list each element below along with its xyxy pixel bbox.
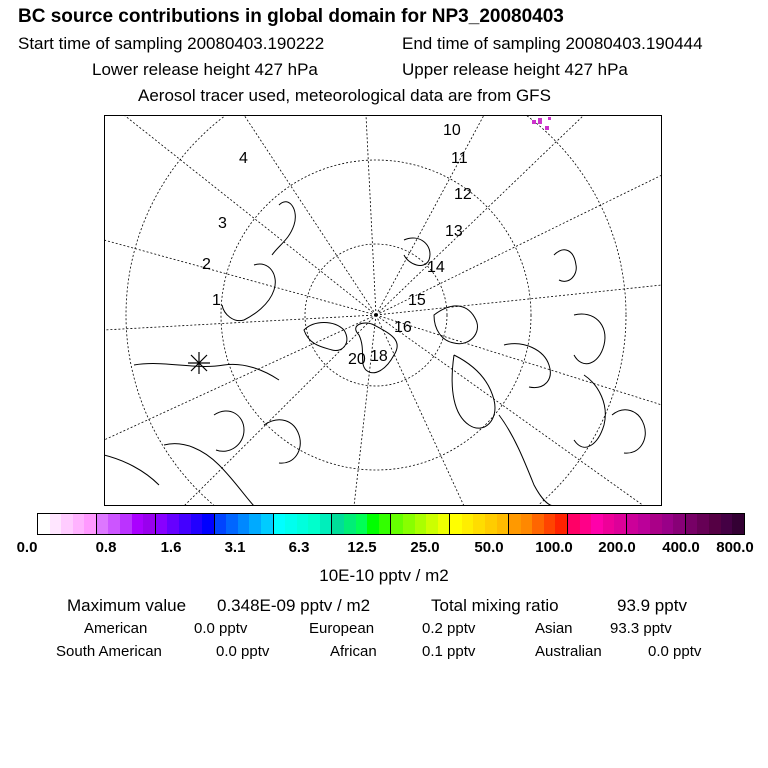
upper-release-height-label: Upper release height 427 hPa: [402, 60, 628, 79]
traj-label-15: 15: [408, 292, 426, 309]
colorbar-segment: [143, 514, 156, 534]
colorbar-segment: [308, 514, 320, 534]
source-name-european: European: [309, 620, 375, 637]
map-frame: [105, 116, 662, 506]
colorbar-segment: [379, 514, 392, 534]
colorbar-tick-label: 12.5: [347, 539, 377, 556]
colorbar-segment: [332, 514, 344, 534]
color-scale-bar: [37, 513, 745, 535]
colorbar-segment: [544, 514, 556, 534]
colorbar-segment: [97, 514, 109, 534]
colorbar-segment: [167, 514, 179, 534]
colorbar-tick-label: 800.0: [716, 539, 754, 556]
colorbar-segment: [367, 514, 379, 534]
colorbar-segment: [285, 514, 297, 534]
source-value-south-american: 0.0 pptv: [216, 643, 270, 660]
source-value-european: 0.2 pptv: [422, 620, 476, 637]
total-mixing-ratio-value: 93.9 pptv: [617, 596, 687, 615]
colorbar-segment: [450, 514, 462, 534]
traj-label-2: 2: [202, 256, 211, 273]
source-value-australian: 0.0 pptv: [648, 643, 702, 660]
colorbar-segment: [509, 514, 521, 534]
colorbar-segment: [532, 514, 544, 534]
colorbar-tick-label: 0.0: [16, 539, 38, 556]
source-name-south-american: South American: [56, 643, 162, 660]
colorbar-segment: [297, 514, 309, 534]
colorbar-segment: [721, 514, 733, 534]
colorbar-segment: [580, 514, 592, 534]
colorbar-segment: [673, 514, 686, 534]
colorbar-segment: [391, 514, 403, 534]
total-mixing-ratio-label: Total mixing ratio: [431, 596, 559, 615]
colorbar-segment: [555, 514, 568, 534]
colorbar-segment: [274, 514, 286, 534]
traj-label-14: 14: [427, 259, 445, 276]
traj-label-1: 1: [212, 292, 221, 309]
polar-stereographic-map: [104, 115, 662, 506]
colorbar-tick-label: 6.3: [288, 539, 310, 556]
colorbar-segment: [686, 514, 698, 534]
colorbar-segment: [438, 514, 451, 534]
colorbar-segment: [191, 514, 203, 534]
colorbar-segment: [249, 514, 261, 534]
release-point-marker: [188, 352, 210, 374]
colorbar-segment: [603, 514, 615, 534]
colorbar-segment: [108, 514, 120, 534]
colorbar-units-label: 10E-10 pptv / m2: [319, 566, 449, 585]
traj-label-16: 16: [394, 319, 412, 336]
colorbar-segment: [50, 514, 62, 534]
colorbar-segment: [179, 514, 191, 534]
traj-label-11: 11: [451, 150, 468, 167]
colorbar-segment: [462, 514, 474, 534]
colorbar-segment: [84, 514, 97, 534]
colorbar-segment: [415, 514, 427, 534]
colorbar-segment: [732, 514, 744, 534]
source-name-african: African: [330, 643, 377, 660]
traj-label-18: 18: [370, 348, 388, 365]
colorbar-segment: [426, 514, 438, 534]
colorbar-segment: [568, 514, 580, 534]
colorbar-segment: [320, 514, 333, 534]
colorbar-segment: [61, 514, 73, 534]
colorbar-segment: [591, 514, 603, 534]
colorbar-segment: [521, 514, 533, 534]
colorbar-segment: [356, 514, 368, 534]
colorbar-segment: [73, 514, 85, 534]
colorbar-segment: [238, 514, 250, 534]
colorbar-segment: [156, 514, 168, 534]
colorbar-tick-label: 1.6: [160, 539, 182, 556]
colorbar-tick-label: 400.0: [662, 539, 700, 556]
max-value: 0.348E-09 pptv / m2: [217, 596, 371, 615]
colorbar-segment: [120, 514, 132, 534]
colorbar-segment: [662, 514, 674, 534]
colorbar-tick-label: 25.0: [410, 539, 440, 556]
aerosol-note-label: Aerosol tracer used, meteorological data are from GFS: [138, 86, 551, 105]
source-value-african: 0.1 pptv: [422, 643, 476, 660]
colorbar-segment: [403, 514, 415, 534]
source-name-american: American: [84, 620, 148, 637]
colorbar-segment: [38, 514, 50, 534]
colorbar-segment: [614, 514, 627, 534]
colorbar-tick-label: 3.1: [224, 539, 246, 556]
plot-title: BC source contributions in global domain for NP3_20080403: [18, 6, 564, 27]
source-value-asian: 93.3 pptv: [610, 620, 672, 637]
colorbar-segment: [485, 514, 497, 534]
start-time-label: Start time of sampling 20080403.190222: [18, 34, 325, 53]
colorbar-segment: [202, 514, 215, 534]
colorbar-tick-label: 200.0: [598, 539, 636, 556]
traj-label-10: 10: [443, 122, 461, 139]
traj-label-4: 4: [239, 150, 248, 167]
traj-label-3: 3: [218, 215, 227, 232]
colorbar-segment: [638, 514, 650, 534]
colorbar-segment: [650, 514, 662, 534]
colorbar-segment: [132, 514, 144, 534]
traj-label-13: 13: [445, 223, 463, 240]
colorbar-segment: [215, 514, 227, 534]
max-value-label: Maximum value: [67, 596, 187, 615]
colorbar-tick-label: 50.0: [474, 539, 504, 556]
traj-label-20: 20: [348, 351, 366, 368]
lower-release-height-label: Lower release height 427 hPa: [92, 60, 318, 79]
colorbar-tick-label: 100.0: [535, 539, 573, 556]
source-value-american: 0.0 pptv: [194, 620, 248, 637]
source-name-australian: Australian: [535, 643, 602, 660]
colorbar-segment: [627, 514, 639, 534]
colorbar-segment: [473, 514, 485, 534]
source-name-asian: Asian: [535, 620, 573, 637]
colorbar-segment: [344, 514, 356, 534]
colorbar-tick-label: 0.8: [95, 539, 117, 556]
traj-label-12: 12: [454, 186, 472, 203]
colorbar-segment: [709, 514, 721, 534]
colorbar-segment: [261, 514, 274, 534]
colorbar-segment: [497, 514, 510, 534]
colorbar-segment: [697, 514, 709, 534]
colorbar-segment: [226, 514, 238, 534]
end-time-label: End time of sampling 20080403.190444: [402, 34, 703, 53]
